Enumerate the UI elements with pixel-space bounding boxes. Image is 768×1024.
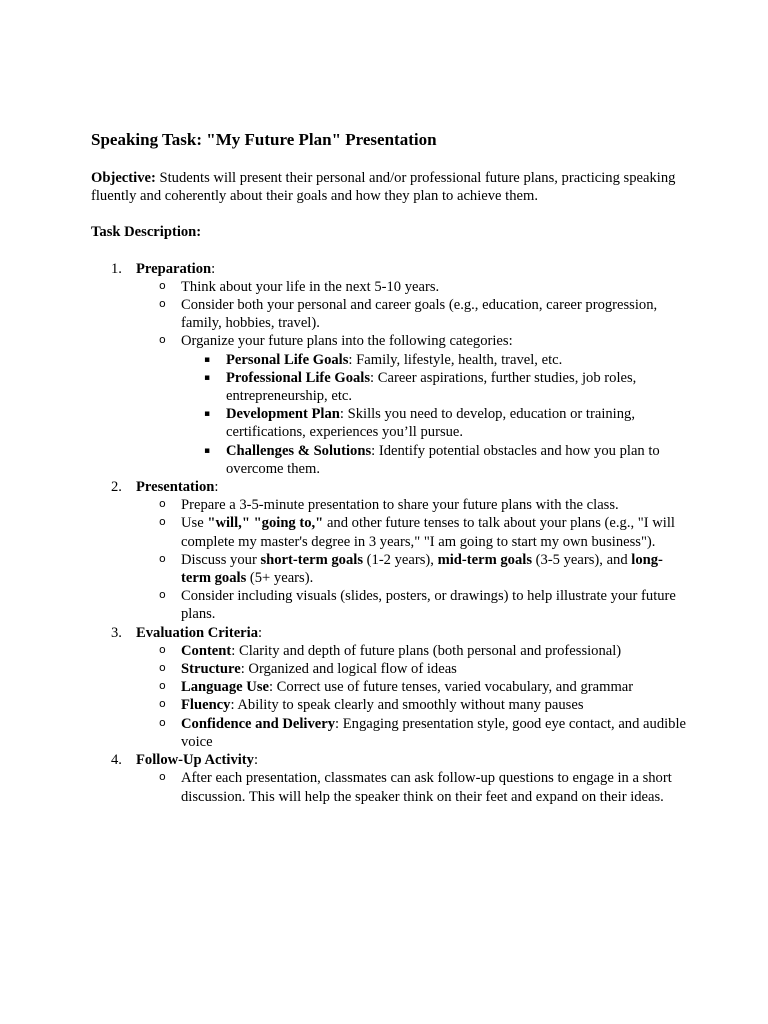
item-text: : Clarity and depth of future plans (both personal and professional) [231, 642, 622, 659]
document-title: Speaking Task: "My Future Plan" Presentation [91, 130, 437, 149]
section-number: 3. [111, 624, 122, 641]
task-section [91, 478, 691, 624]
item-text: : Family, lifestyle, health, travel, etc. [348, 351, 563, 368]
section-heading: Preparation [136, 260, 212, 277]
task-description-heading: Task Description: [91, 224, 202, 241]
item-label: Structure [181, 661, 241, 678]
item-text: Organize your future plans into the following categories: [181, 333, 513, 350]
item-text: Consider including visuals (slides, posters, or drawings) to help illustrate your future plans. [181, 588, 676, 623]
circle-bullet-icon: o [159, 551, 166, 565]
circle-bullet-icon: o [159, 515, 166, 529]
circle-bullet-icon: o [159, 278, 166, 292]
circle-bullet-icon: o [159, 679, 166, 693]
item-label: Fluency [181, 697, 231, 714]
item-label: Content [181, 642, 232, 659]
item-text: (3-5 years), and [532, 551, 632, 568]
circle-bullet-icon: o [159, 333, 166, 347]
category-list [181, 351, 691, 478]
item-text: Use [181, 515, 208, 532]
section-heading-colon: : [258, 624, 263, 641]
bold-phrase: mid-term goals [437, 551, 533, 568]
item-label: Professional Life Goals [226, 369, 371, 386]
section-number: 2. [111, 479, 122, 496]
list-item [136, 587, 691, 623]
section-number: 1. [111, 260, 122, 277]
circle-bullet-icon: o [159, 661, 166, 675]
list-item [136, 514, 691, 550]
category-item [181, 369, 691, 405]
square-bullet-icon: ▪ [204, 409, 211, 420]
item-text: : Ability to speak clearly and smoothly without many pauses [230, 697, 584, 714]
square-bullet-icon: ▪ [204, 372, 211, 383]
circle-bullet-icon: o [159, 497, 166, 511]
section-number: 4. [111, 752, 122, 769]
circle-bullet-icon: o [159, 697, 166, 711]
list-item [136, 642, 691, 660]
bold-phrase: long-term goals [181, 551, 663, 587]
item-text: : Correct use of future tenses, varied vocabulary, and grammar [268, 679, 634, 696]
item-text: Prepare a 3-5-minute presentation to share your future plans with the class. [181, 497, 619, 514]
item-text: Consider both your personal and career goals (e.g., education, career progression, family, hobbies, travel). [181, 297, 658, 332]
item-text: : Engaging presentation style, good eye contact, and audible voice [181, 715, 687, 750]
item-label: Development Plan [226, 406, 340, 423]
category-item [181, 405, 691, 441]
section-heading-colon: : [214, 479, 219, 496]
item-text: : Identify potential obstacles and how you plan to overcome them. [226, 442, 660, 477]
document-body [91, 130, 691, 806]
objective-paragraph [91, 169, 691, 205]
item-text: : Career aspirations, further studies, job roles, entrepreneurship, etc. [226, 369, 637, 405]
category-item [181, 351, 691, 369]
item-text: (5+ years). [246, 570, 314, 587]
circle-bullet-icon: o [159, 642, 166, 656]
list-item [136, 769, 691, 805]
section-heading: Follow-Up Activity [136, 752, 254, 769]
list-item [136, 678, 691, 696]
section-items-list [136, 496, 691, 623]
section-items-list [136, 642, 691, 751]
objective-label: Objective: [91, 170, 156, 186]
item-text: (1-2 years), [363, 551, 438, 568]
task-section [91, 624, 691, 751]
item-label: Confidence and Delivery [181, 715, 336, 732]
square-bullet-icon: ▪ [204, 445, 211, 456]
item-text: Think about your life in the next 5-10 years. [181, 278, 440, 295]
item-text: After each presentation, classmates can ask follow-up questions to engage in a short discussion. This will help the speaker think on their feet and expand on their ideas. [181, 770, 672, 805]
list-item [136, 660, 691, 678]
circle-bullet-icon: o [159, 297, 166, 311]
section-heading-colon: : [211, 260, 216, 277]
category-item [181, 442, 691, 478]
task-section [91, 751, 691, 806]
list-item [136, 715, 691, 751]
list-item [136, 296, 691, 332]
item-text: : Skills you need to develop, education or training, certifications, experiences you’ll pursue. [226, 406, 635, 441]
bold-phrase: short-term goals [260, 551, 364, 568]
item-label: Challenges & Solutions [226, 442, 372, 459]
list-item [136, 551, 691, 587]
circle-bullet-icon: o [159, 770, 166, 784]
square-bullet-icon: ▪ [204, 354, 211, 365]
circle-bullet-icon: o [159, 588, 166, 602]
circle-bullet-icon: o [159, 715, 166, 729]
list-item [136, 496, 691, 514]
item-text: Discuss your [181, 551, 261, 568]
task-sections-list [91, 260, 691, 806]
item-text: : Organized and logical flow of ideas [240, 661, 457, 678]
section-items-list [136, 769, 691, 805]
task-section [91, 260, 691, 478]
list-item [136, 696, 691, 714]
section-items-list [136, 278, 691, 478]
section-heading-colon: : [253, 752, 259, 769]
item-label: Personal Life Goals [226, 351, 349, 368]
objective-text: Students will present their personal and/or professional future plans, practicing speaking fluently and coherently about their goals and how they plan to achieve them. [91, 170, 676, 205]
item-label: Language Use [181, 679, 269, 696]
list-item [136, 278, 691, 296]
section-heading: Presentation [136, 479, 215, 496]
item-text: and other future tenses to talk about your plans (e.g., "I will complete my master's degree in 3 years," "I am going to start my own business"). [181, 515, 675, 550]
bold-phrase: "will," "going to," [207, 515, 324, 532]
section-heading: Evaluation Criteria [136, 624, 259, 641]
list-item [136, 332, 691, 478]
